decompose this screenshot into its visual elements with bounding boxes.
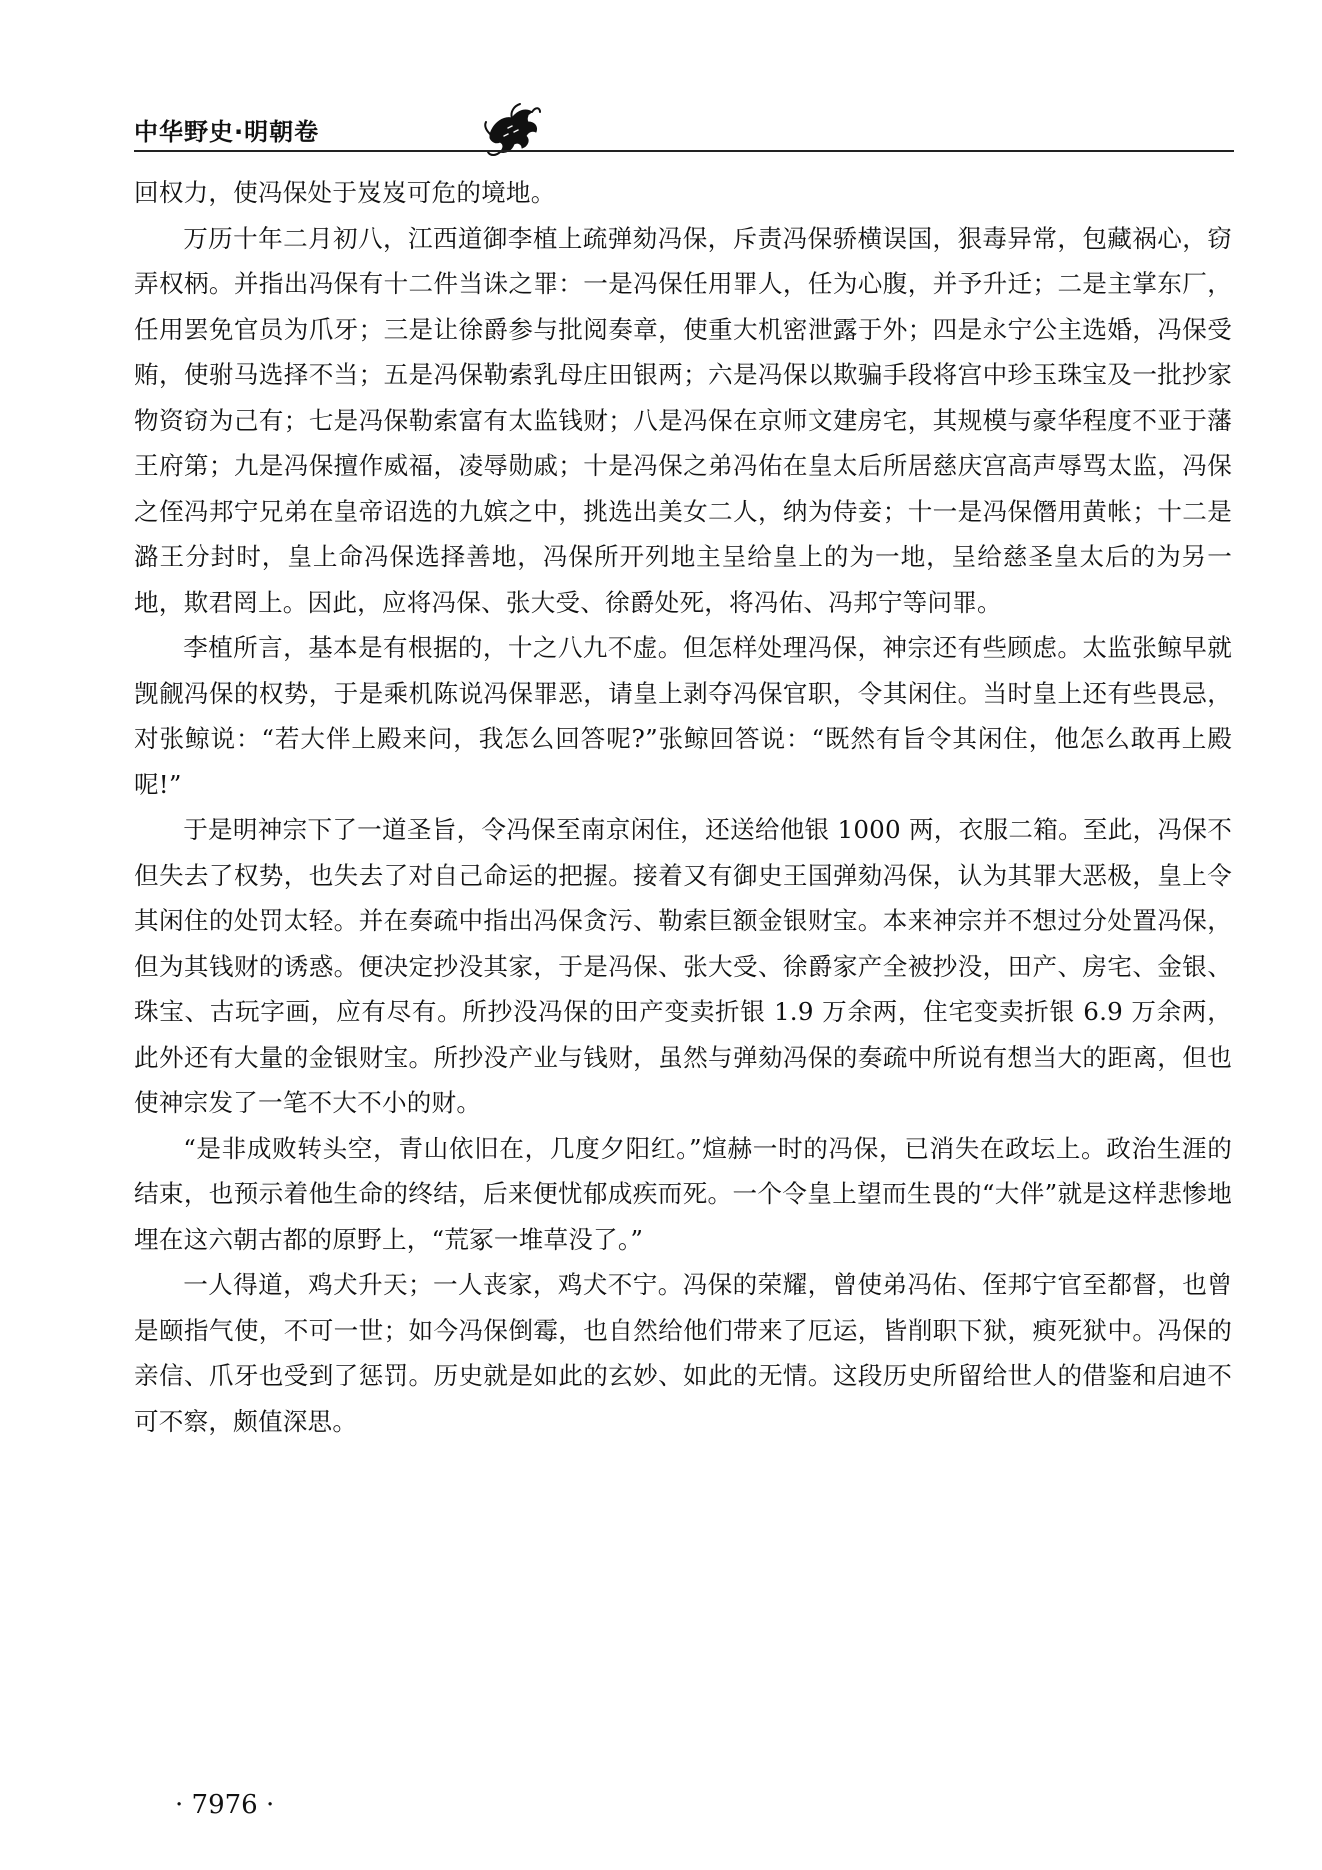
paragraph: 回权力，使冯保处于岌岌可危的境地。 [134,178,556,207]
paragraph: 李植所言，基本是有根据的，十之八九不虚。但怎样处理冯保，神宗还有些顾虑。太监张鲸早就觊觎冯保的权势，于是乘机陈说冯保罪恶，请皇上剥夺冯保官职，令其闲住。当时皇上还有些畏忌，对张鲸说：“若大伴上殿来问，我怎么回答呢?”张鲸回答说：“既然有旨令其闲住，他怎么敢再上殿呢!” [134,633,1232,799]
paragraph: 万历十年二月初八，江西道御李植上疏弹劾冯保，斥责冯保骄横误国，狠毒异常，包藏祸心，窃弄权柄。并指出冯保有十二件当诛之罪：一是冯保任用罪人，任为心腹，并予升迁；二是主掌东厂，任用罢免官员为爪牙；三是让徐爵参与批阅奏章，使重大机密泄露于外；四是永宁公主选婚，冯保受贿，使驸马选择不当；五是冯保勒索乳母庄田银两；六是冯保以欺骗手段将宫中珍玉珠宝及一批抄家物资窃为己有；七是冯保勒索富有太监钱财；八是冯保在京师文建房宅，其规模与豪华程度不亚于藩王府第；九是冯保擅作威福，凌辱勋戚；十是冯保之弟冯佑在皇太后所居慈庆宫高声辱骂太监，冯保之侄冯邦宁兄弟在皇帝诏选的九嫔之中，挑选出美女二人，纳为侍妾；十一是冯保僭用黄帐；十二是潞王分封时，皇上命冯保选择善地，冯保所开列地主呈给皇上的为一地，呈给慈圣皇太后的为另一地，欺君罔上。因此，应将冯保、张大受、徐爵处死，将冯佑、冯邦宁等问罪。 [134,223,1232,617]
paragraph: “是非成败转头空，青山依旧在，几度夕阳红。”煊赫一时的冯保，已消失在政坛上。政治生涯的结束，也预示着他生命的终结，后来便忧郁成疾而死。一个令皇上望而生畏的“大伴”就是这样悲惨地埋在这六朝古都的原野上，“荒冢一堆草没了。” [134,1133,1232,1254]
header-divider [134,150,1234,152]
paragraph: 于是明神宗下了一道圣旨，令冯保至南京闲住，还送给他银 1000 两，衣服二箱。至此，冯保不但失去了权势，也失去了对自己命运的把握。接着又有御史王国弹劾冯保，认为其罪大恶极，皇上令其闲住的处罚太轻。并在奏疏中指出冯保贪污、勒索巨额金银财宝。本来神宗并不想过分处置冯保，但为其钱财的诱惑。便决定抄没其家，于是冯保、张大受、徐爵家产全被抄没，田产、房宅、金银、珠宝、古玩字画，应有尽有。所抄没冯保的田产变卖折银 1.9 万余两，住宅变卖折银 6.9 万余两，此外还有大量的金银财宝。所抄没产业与钱财，虽然与弹劾冯保的奏疏中所说有想当大的距离，但也使神宗发了一笔不大不小的财。 [134,815,1232,1117]
page-number: · 7976 · [175,1790,275,1820]
book-title: 中华野史·明朝卷 [134,118,320,146]
paragraph: 一人得道，鸡犬升天；一人丧家，鸡犬不宁。冯保的荣耀，曾使弟冯佑、侄邦宁官至都督，也曾是颐指气使，不可一世；如今冯保倒霉，也自然给他们带来了厄运，皆削职下狱，瘐死狱中。冯保的亲信、爪牙也受到了惩罚。历史就是如此的玄妙、如此的无情。这段历史所留给世人的借鉴和启迪不可不察，颇值深思。 [134,1270,1232,1436]
page-header [134,100,1234,160]
article-body [134,170,1232,1444]
